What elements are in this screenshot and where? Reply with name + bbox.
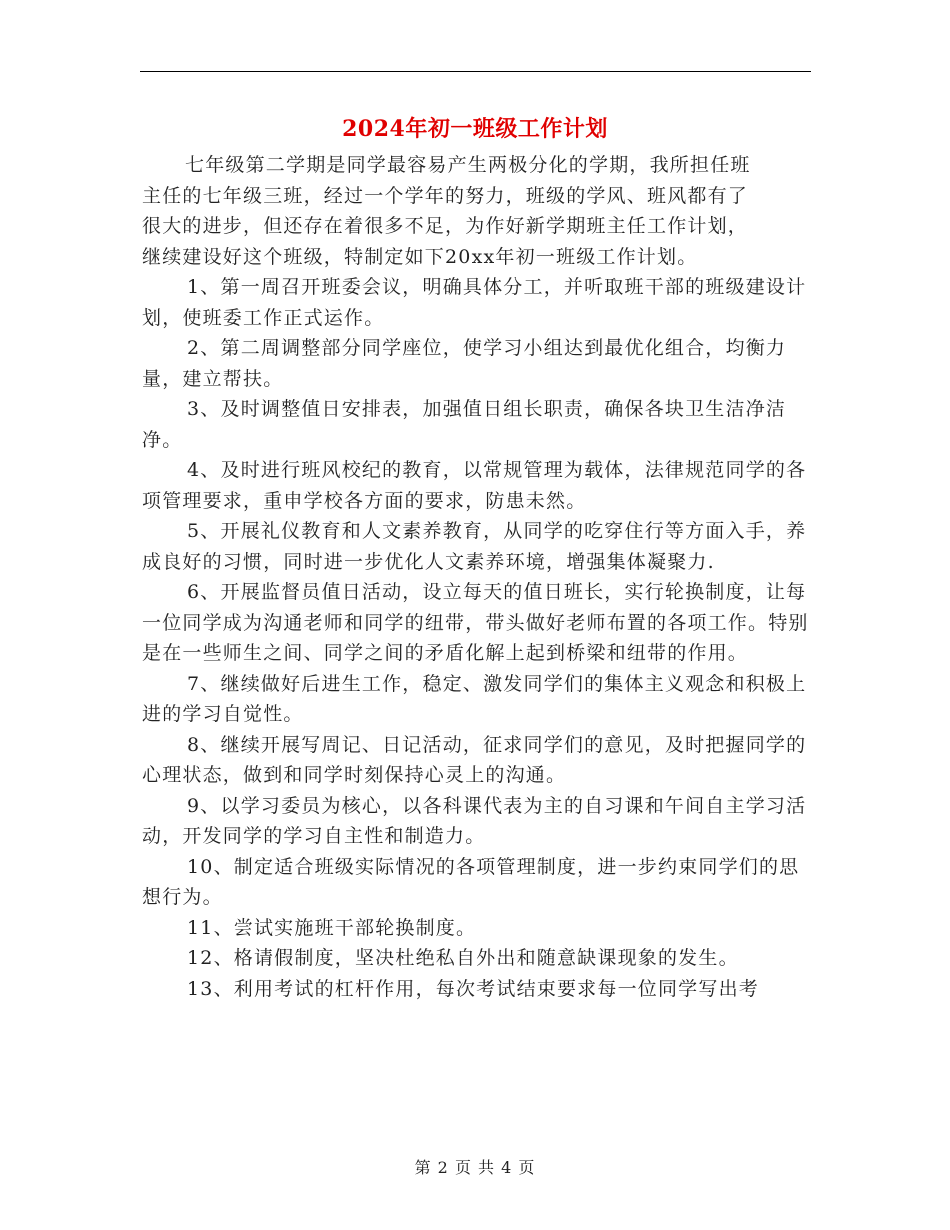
document-title: 2024年初一班级工作计划 bbox=[342, 116, 608, 142]
plan-item-1: 1、第一周召开班委会议，明确具体分工，并听取班干部的班级建设计划，使班委工作正式运作。 bbox=[142, 276, 807, 329]
plan-item-7: 7、继续做好后进生工作，稳定、激发同学们的集体主义观念和积极上进的学习自觉性。 bbox=[142, 672, 807, 725]
document-body bbox=[142, 150, 810, 1004]
plan-item-3: 3、及时调整值日安排表，加强值日组长职责，确保各块卫生洁净洁净。 bbox=[142, 398, 787, 451]
intro-line: 很大的进步，但还存在着很多不足，为作好新学期班主任工作计划， bbox=[142, 215, 749, 237]
plan-item-9: 9、以学习委员为核心，以各科课代表为主的自习课和午间自主学习活动，开发同学的学习自主性和制造力。 bbox=[142, 794, 807, 847]
plan-item-5: 5、开展礼仪教育和人文素养教育，从同学的吃穿住行等方面入手，养成良好的习惯，同时进一步优化人文素养环境，增强集体凝聚力. bbox=[142, 520, 807, 573]
plan-item-6: 6、开展监督员值日活动，设立每天的值日班长，实行轮换制度，让每一位同学成为沟通老师和同学的纽带，带头做好老师布置的各项工作。特别是在一些师生之间、同学之间的矛盾化解上起到桥梁和纽带的作用。 bbox=[142, 581, 809, 664]
page-footer: 第 2 页 共 4 页 bbox=[414, 1158, 536, 1177]
plan-item-13: 13、利用考试的杠杆作用，每次考试结束要求每一位同学写出考 bbox=[187, 977, 759, 1000]
plan-item-4: 4、及时进行班风校纪的教育，以常规管理为载体，法律规范同学的各项管理要求，重申学校各方面的要求，防患未然。 bbox=[142, 459, 807, 512]
plan-item-11: 11、尝试实施班干部轮换制度。 bbox=[187, 916, 477, 939]
plan-item-2: 2、第二周调整部分同学座位，使学习小组达到最优化组合，均衡力量，建立帮扶。 bbox=[142, 337, 787, 390]
plan-item-10: 10、制定适合班级实际情况的各项管理制度，进一步约束同学们的思想行为。 bbox=[142, 855, 800, 908]
plan-item-8: 8、继续开展写周记、日记活动，征求同学们的意见，及时把握同学的心理状态，做到和同学时刻保持心灵上的沟通。 bbox=[142, 733, 807, 786]
plan-item-12: 12、格请假制度，坚决杜绝私自外出和随意缺课现象的发生。 bbox=[187, 947, 739, 969]
header-rule bbox=[140, 71, 811, 72]
intro-line: 主任的七年级三班，经过一个学年的努力，班级的学风、班风都有了 bbox=[142, 184, 749, 207]
intro-line: 七年级第二学期是同学最容易产生两极分化的学期，我所担任班 bbox=[185, 154, 751, 176]
intro-line: 继续建设好这个班级，特制定如下20xx年初一班级工作计划。 bbox=[142, 245, 698, 268]
